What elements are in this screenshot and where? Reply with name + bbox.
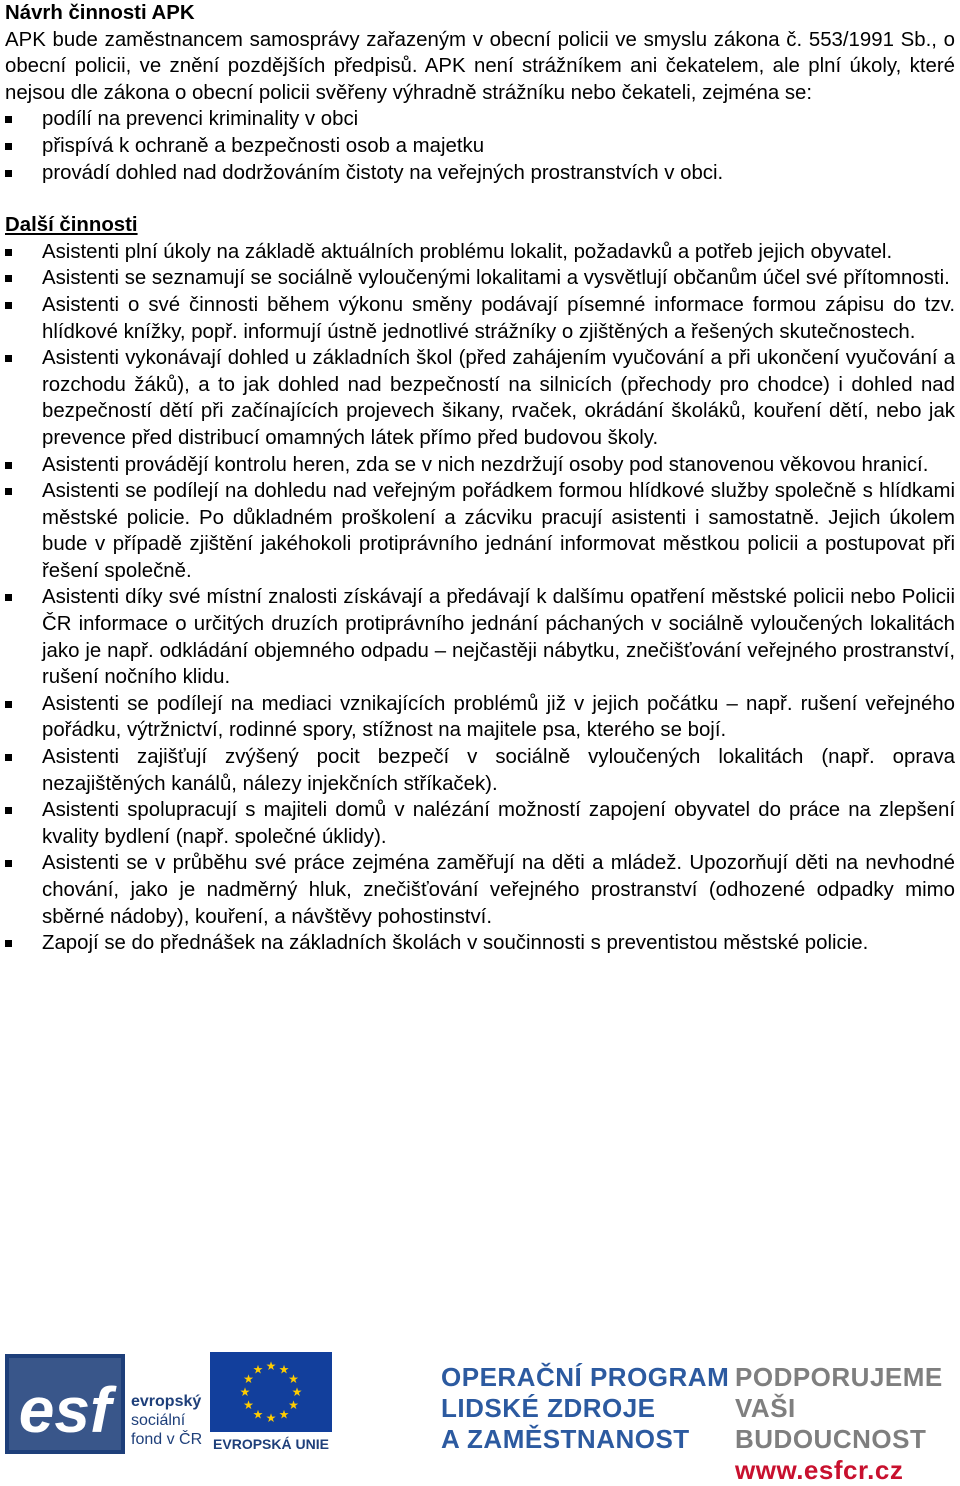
slogan-line: PODPORUJEME [735,1362,943,1392]
activities-list [5,239,955,957]
list-item: přispívá k ochraně a bezpečnosti osob a majetku [5,133,955,160]
eu-label: EVROPSKÁ UNIE [213,1436,329,1452]
eu-star-icon: ★ [252,1407,264,1422]
esf-logo-icon [5,1354,125,1454]
eu-star-icon: ★ [265,1359,277,1373]
list-item: Asistenti provádějí kontrolu heren, zda se v nich nezdržují osoby pod stanovenou věkovou hranicí. [5,452,955,479]
eu-star-icon: ★ [278,1407,290,1422]
eu-star-icon: ★ [278,1362,290,1377]
intro-paragraph: APK bude zaměstnancem samosprávy zařazeným v obecní policii ve smyslu zákona č. 553/1991 Sb., o obecní policii, ve znění pozdějších předpisů. APK není strážníkem ani čekatelem, ale plní úkoly, které nejsou dle zákona o obecní policii svěřeny výhradně strážníku nebo čekateli, zejména se: [5,28,955,104]
op-title-line: OPERAČNÍ PROGRAM [441,1362,730,1392]
op-title [441,1362,729,1455]
list-item: Asistenti vykonávají dohled u základních škol (před zahájením vyučování a při ukončení vyučování a rozchodu žáků), a to jak dohled nad bezpečností na silnicích (přechody pro chodce) i dohled nad bezpečností dětí při začínajících projevech šikany, rvaček, okrádání školáků, kouření dětí, nebo jak prevence před distribucí omamných látek přímo před budovou školy. [5,345,955,451]
list-item: Asistenti zajišťují zvýšený pocit bezpečí v sociálně vyloučených lokalitách (např. oprava nezajištěných kanálů, nálezy injekčních stříkaček). [5,744,955,797]
esf-caption-line: evropský [131,1393,202,1410]
page-title: Návrh činnosti APK [5,2,195,24]
section-heading: Další činnosti [5,214,138,237]
list-item: Asistenti plní úkoly na základě aktuálních problému lokalit, požadavků a potřeb jejich obyvatel. [5,239,955,266]
eu-star-icon: ★ [239,1385,251,1399]
list-item: Asistenti spolupracují s majiteli domů v nalézání možností zapojení obyvatel do práce na zlepšení kvality bydlení (např. společné úklidy). [5,797,955,850]
op-title-line: LIDSKÉ ZDROJE [441,1393,656,1423]
document-body [5,0,955,957]
footer-logos [5,1352,960,1485]
op-title-line: A ZAMĚSTNANOST [441,1424,690,1454]
list-item: Asistenti se v průběhu své práce zejména zaměřují na děti a mládež. Upozorňují děti na nevhodné chování, jako je nadměrný hluk, znečišťování veřejného prostranství (odhozené odpadky mimo sběrné nádoby), kouření, a návštěvy pohostinství. [5,850,955,930]
esf-caption-line: sociální [131,1412,186,1429]
eu-star-icon: ★ [243,1372,254,1386]
website-link[interactable]: www.esfcr.cz [735,1455,904,1485]
esf-caption-line: fond v ČR [131,1431,203,1448]
eu-star-icon: ★ [288,1398,299,1412]
intro-list [5,106,955,186]
esf-caption [131,1392,202,1449]
eu-star-icon: ★ [252,1362,264,1377]
list-item: podílí na prevenci kriminality v obci [5,106,955,133]
list-item: Asistenti se podílejí na dohledu nad veřejným pořádkem formou hlídkové služby společně s hlídkami městské policie. Po důkladném proškolení a zácviku pracují asistenti i samostatně. Jejich úkolem bude v případě zjištění jakéhokoli protiprávního jednání informovat městkou policii a postupovat při řešení společně. [5,478,955,584]
slogan-line: VAŠI BUDOUCNOST [735,1393,927,1454]
slogan [735,1362,960,1486]
list-item: Asistenti se seznamují se sociálně vyloučenými lokalitami a vysvětlují občanům účel své přítomnosti. [5,265,955,292]
eu-star-icon: ★ [291,1385,303,1399]
svg-text:esf: esf [18,1374,112,1446]
list-item: Asistenti díky své místní znalosti získávají a předávají k dalšímu opatření městské policii nebo Policii ČR informace o určitých druzích protiprávního jednání páchaných v sociálně vyloučených lokalitách jako je např. odkládání objemného odpadu – nejčastěji nábytku, znečišťování veřejného prostranství, rušení nočního klidu. [5,584,955,690]
list-item: provádí dohled nad dodržováním čistoty na veřejných prostranstvích v obci. [5,160,955,187]
list-item: Zapojí se do přednášek na základních školách v součinnosti s preventistou městské policie. [5,930,955,957]
list-item: Asistenti o své činnosti během výkonu směny podávají písemné informace formou zápisu do tzv. hlídkové knížky, popř. informují ústně jednotlivé strážníky o zjištěných a řešených skutečnostech. [5,292,955,345]
list-item: Asistenti se podílejí na mediaci vznikajících problémů již v jejich počátku – např. rušení veřejného pořádku, výtržnictví, rodinné spory, stížnost na majitele psa, kterého se bojí. [5,691,955,744]
eu-star-icon: ★ [265,1411,277,1425]
eu-star-icon: ★ [243,1398,254,1412]
eu-star-icon: ★ [288,1372,299,1386]
